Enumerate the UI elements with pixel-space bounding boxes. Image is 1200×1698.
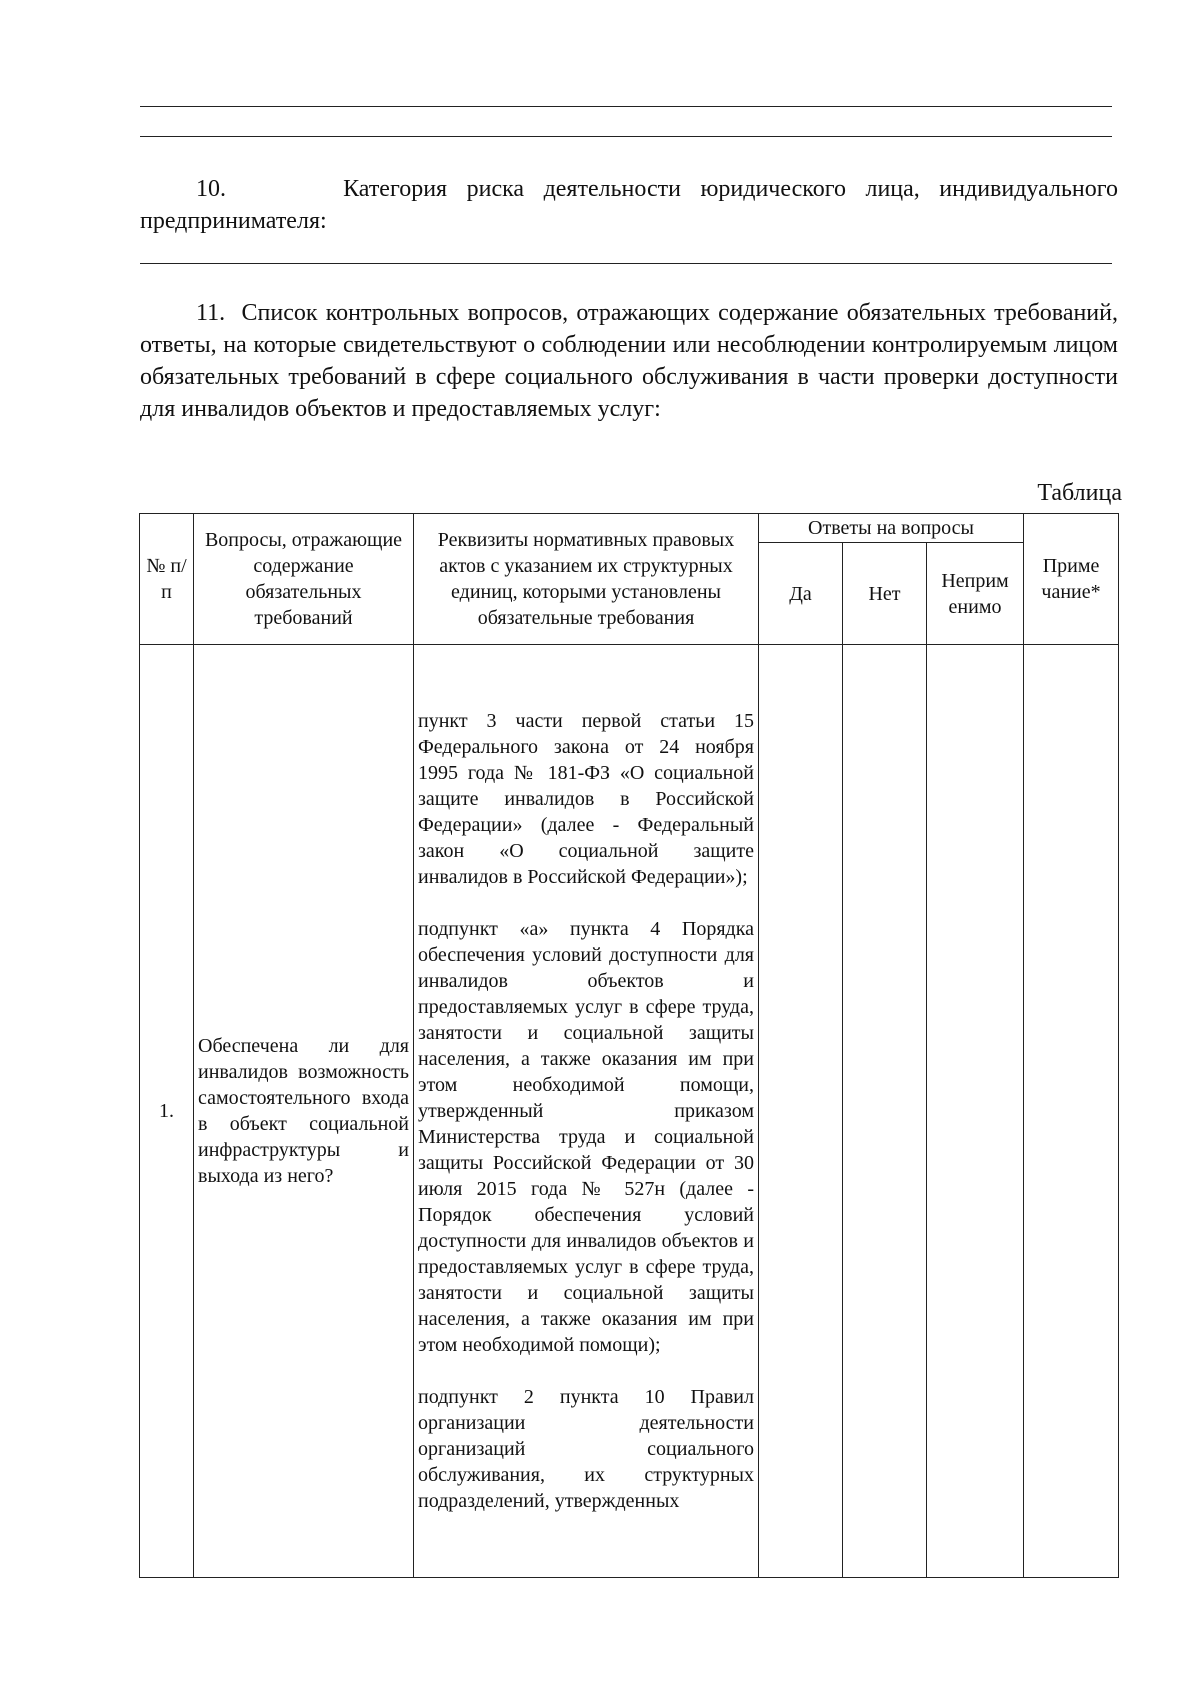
section-10 [140,173,1118,237]
row-question [194,645,414,1578]
table-caption: Таблица [1037,480,1122,506]
checklist-table [139,513,1119,1578]
header-not-applicable: Неприм енимо [927,543,1024,645]
answer-no-cell[interactable] [843,645,927,1578]
section-10-number: 10. [196,176,226,202]
table-row [140,645,1119,1578]
answer-yes-cell[interactable] [759,645,843,1578]
requisite-ref: пункт 3 части первой статьи 15 Федерального закона от 24 ноября 1995 года № 181-ФЗ «О социальной защите инвалидов в Российской Федерации» (далее - Федеральный закон «О социальной защите инвалидов в Российской Федерации»); [418,710,754,888]
row-requisites [414,645,759,1578]
section-11-text: Список контрольных вопросов, отражающих содержание обязательных требований, ответы, на которые свидетельствуют о соблюдении или несоблюдении контролируемым лицом обязательных требований в сфере социального обслуживания в части проверки доступности для инвалидов объектов и предоставляемых услуг: [140,300,1118,422]
header-requisites: Реквизиты нормативных правовых актов с указанием их структурных единиц, которыми установлены обязательные требования [414,514,759,645]
blank-line-1 [140,106,1112,107]
header-questions: Вопросы, отражающие содержание обязательных требований [194,514,414,645]
header-row-1 [140,514,1119,543]
header-note: Приме чание* [1024,514,1119,645]
blank-line-2 [140,136,1112,137]
header-yes: Да [759,543,843,645]
header-answers-group: Ответы на вопросы [759,514,1024,543]
section-11-number: 11. [196,300,226,326]
answer-not-applicable-cell[interactable] [927,645,1024,1578]
note-cell[interactable] [1024,645,1119,1578]
requisite-ref: подпункт 2 пункта 10 Правил организации деятельности организаций социального обслуживания, их структурных подразделений, утвержденных [418,1386,754,1512]
header-num: № п/п [140,514,194,645]
row-num: 1. [140,645,194,1578]
header-no: Нет [843,543,927,645]
section-11 [140,297,1118,425]
requisite-ref: подпункт «а» пункта 4 Порядка обеспечения условий доступности для инвалидов объектов и предоставляемых услуг в сфере труда, занятости и социальной защиты населения, а также оказания им при этом необходимой помощи, утвержденный приказом Министерства труда и социальной защиты Российской Федерации от 30 июля 2015 года № 527н (далее - Порядок обеспечения условий доступности для инвалидов объектов и предоставляемых услуг в сфере труда, занятости и социальной защиты населения, а также оказания им при этом необходимой помощи); [418,918,754,1356]
blank-line-3 [140,263,1112,264]
question-text: Обеспечена ли для инвалидов возможность самостоятельного входа в объект социальной инфраструктуры и выхода из него? [198,1035,409,1187]
section-10-text: Категория риска деятельности юридического лица, индивидуального предпринимателя: [140,176,1118,234]
